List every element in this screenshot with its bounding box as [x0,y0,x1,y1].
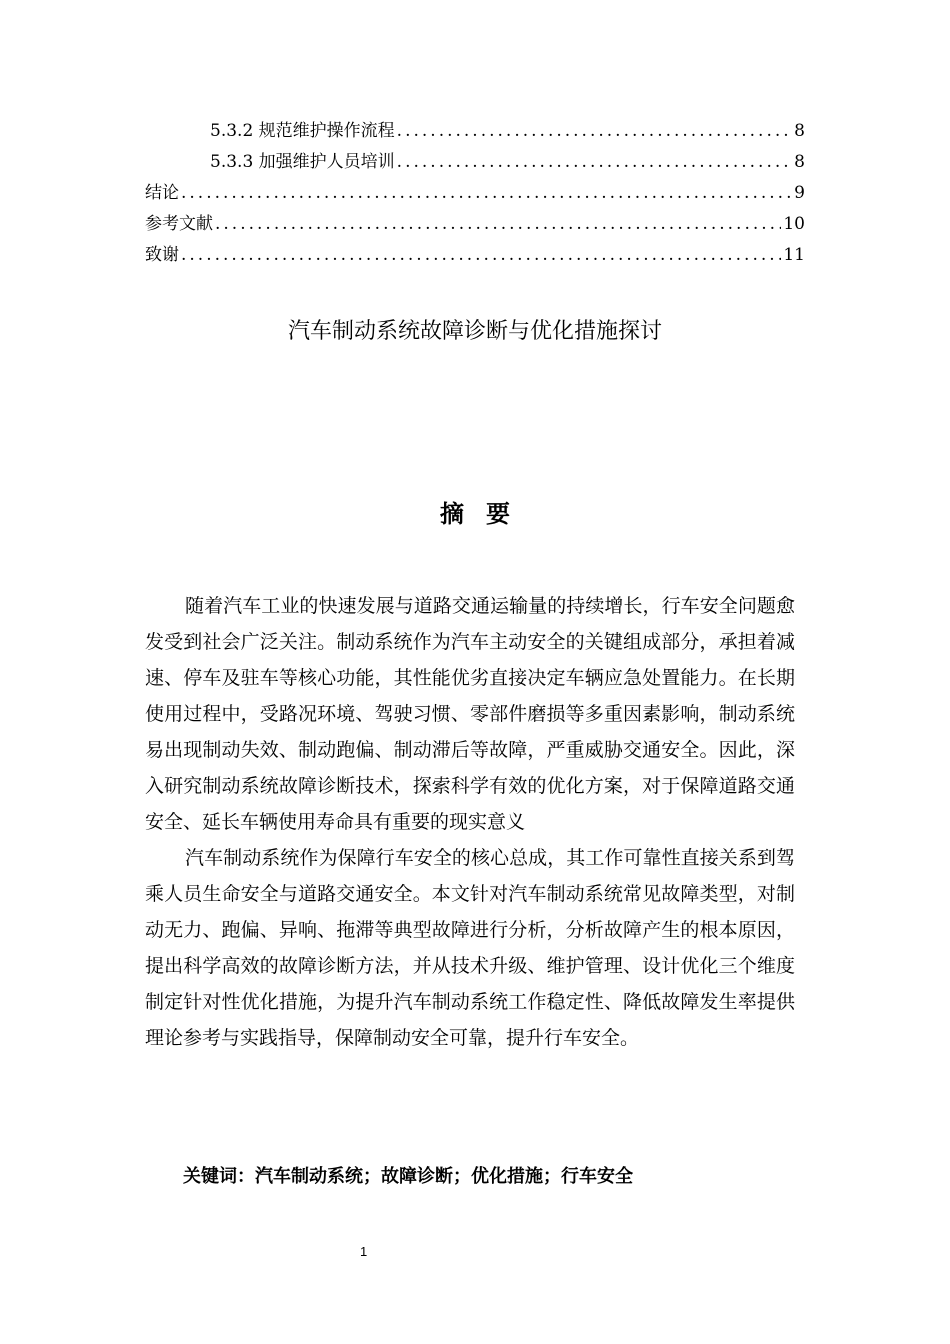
keywords: 关键词：汽车制动系统；故障诊断；优化措施；行车安全 [183,1166,633,1187]
paragraph-line: 入研究制动系统故障诊断技术，探索科学有效的优化方案，对于保障道路交通 [145,775,795,797]
paragraph-line: 制定针对性优化措施，为提升汽车制动系统工作稳定性、降低故障发生率提供 [145,991,795,1013]
paragraph-line: 使用过程中，受路况环境、驾驶习惯、零部件磨损等多重因素影响，制动系统 [145,703,795,725]
toc-entry[interactable] [145,209,805,240]
toc-page: 10 [783,214,805,234]
toc-label: 5.3.3 加强维护人员培训 [210,152,395,172]
abstract-paragraph-1 [145,588,795,840]
paragraph-line: 理论参考与实践指导，保障制动安全可靠，提升行车安全。 [145,1027,640,1049]
toc-leader [181,240,781,271]
page-number: 1 [360,1244,368,1259]
paragraph-line: 随着汽车工业的快速发展与道路交通运输量的持续增长，行车安全问题愈 [185,595,795,617]
table-of-contents [145,116,805,271]
paragraph-line: 乘人员生命安全与道路交通安全。本文针对汽车制动系统常见故障类型，对制 [145,883,795,905]
abstract-heading: 摘要 [440,500,532,528]
toc-label: 致谢 [145,245,179,265]
paragraph-line: 易出现制动失效、制动跑偏、制动滞后等故障，严重威胁交通安全。因此，深 [145,739,795,761]
toc-entry[interactable] [145,240,805,271]
toc-label: 5.3.2 规范维护操作流程 [210,121,395,141]
paragraph-line: 发受到社会广泛关注。制动系统作为汽车主动安全的关键组成部分，承担着减 [145,631,795,653]
paragraph-line: 汽车制动系统作为保障行车安全的核心总成，其工作可靠性直接关系到驾 [185,847,795,869]
toc-page: 9 [794,183,805,203]
paragraph-line: 动无力、跑偏、异响、拖滞等典型故障进行分析，分析故障产生的根本原因， [145,919,795,941]
toc-page: 8 [794,152,805,172]
toc-page: 8 [794,121,805,141]
toc-leader [397,147,793,178]
toc-page: 11 [783,245,805,265]
document-title: 汽车制动系统故障诊断与优化措施探讨 [287,319,662,344]
toc-leader [397,116,793,147]
toc-entry[interactable] [145,147,805,178]
toc-leader [215,209,781,240]
paragraph-line: 速、停车及驻车等核心功能，其性能优劣直接决定车辆应急处置能力。在长期 [145,667,795,689]
paragraph-line: 提出科学高效的故障诊断方法，并从技术升级、维护管理、设计优化三个维度 [145,955,795,977]
paragraph-line: 安全、延长车辆使用寿命具有重要的现实意义 [145,811,526,833]
abstract-paragraph-2 [145,840,795,1056]
toc-entry[interactable] [145,116,805,147]
toc-label: 结论 [145,183,179,203]
toc-entry[interactable] [145,178,805,209]
toc-leader [181,178,792,209]
toc-label: 参考文献 [145,214,213,234]
